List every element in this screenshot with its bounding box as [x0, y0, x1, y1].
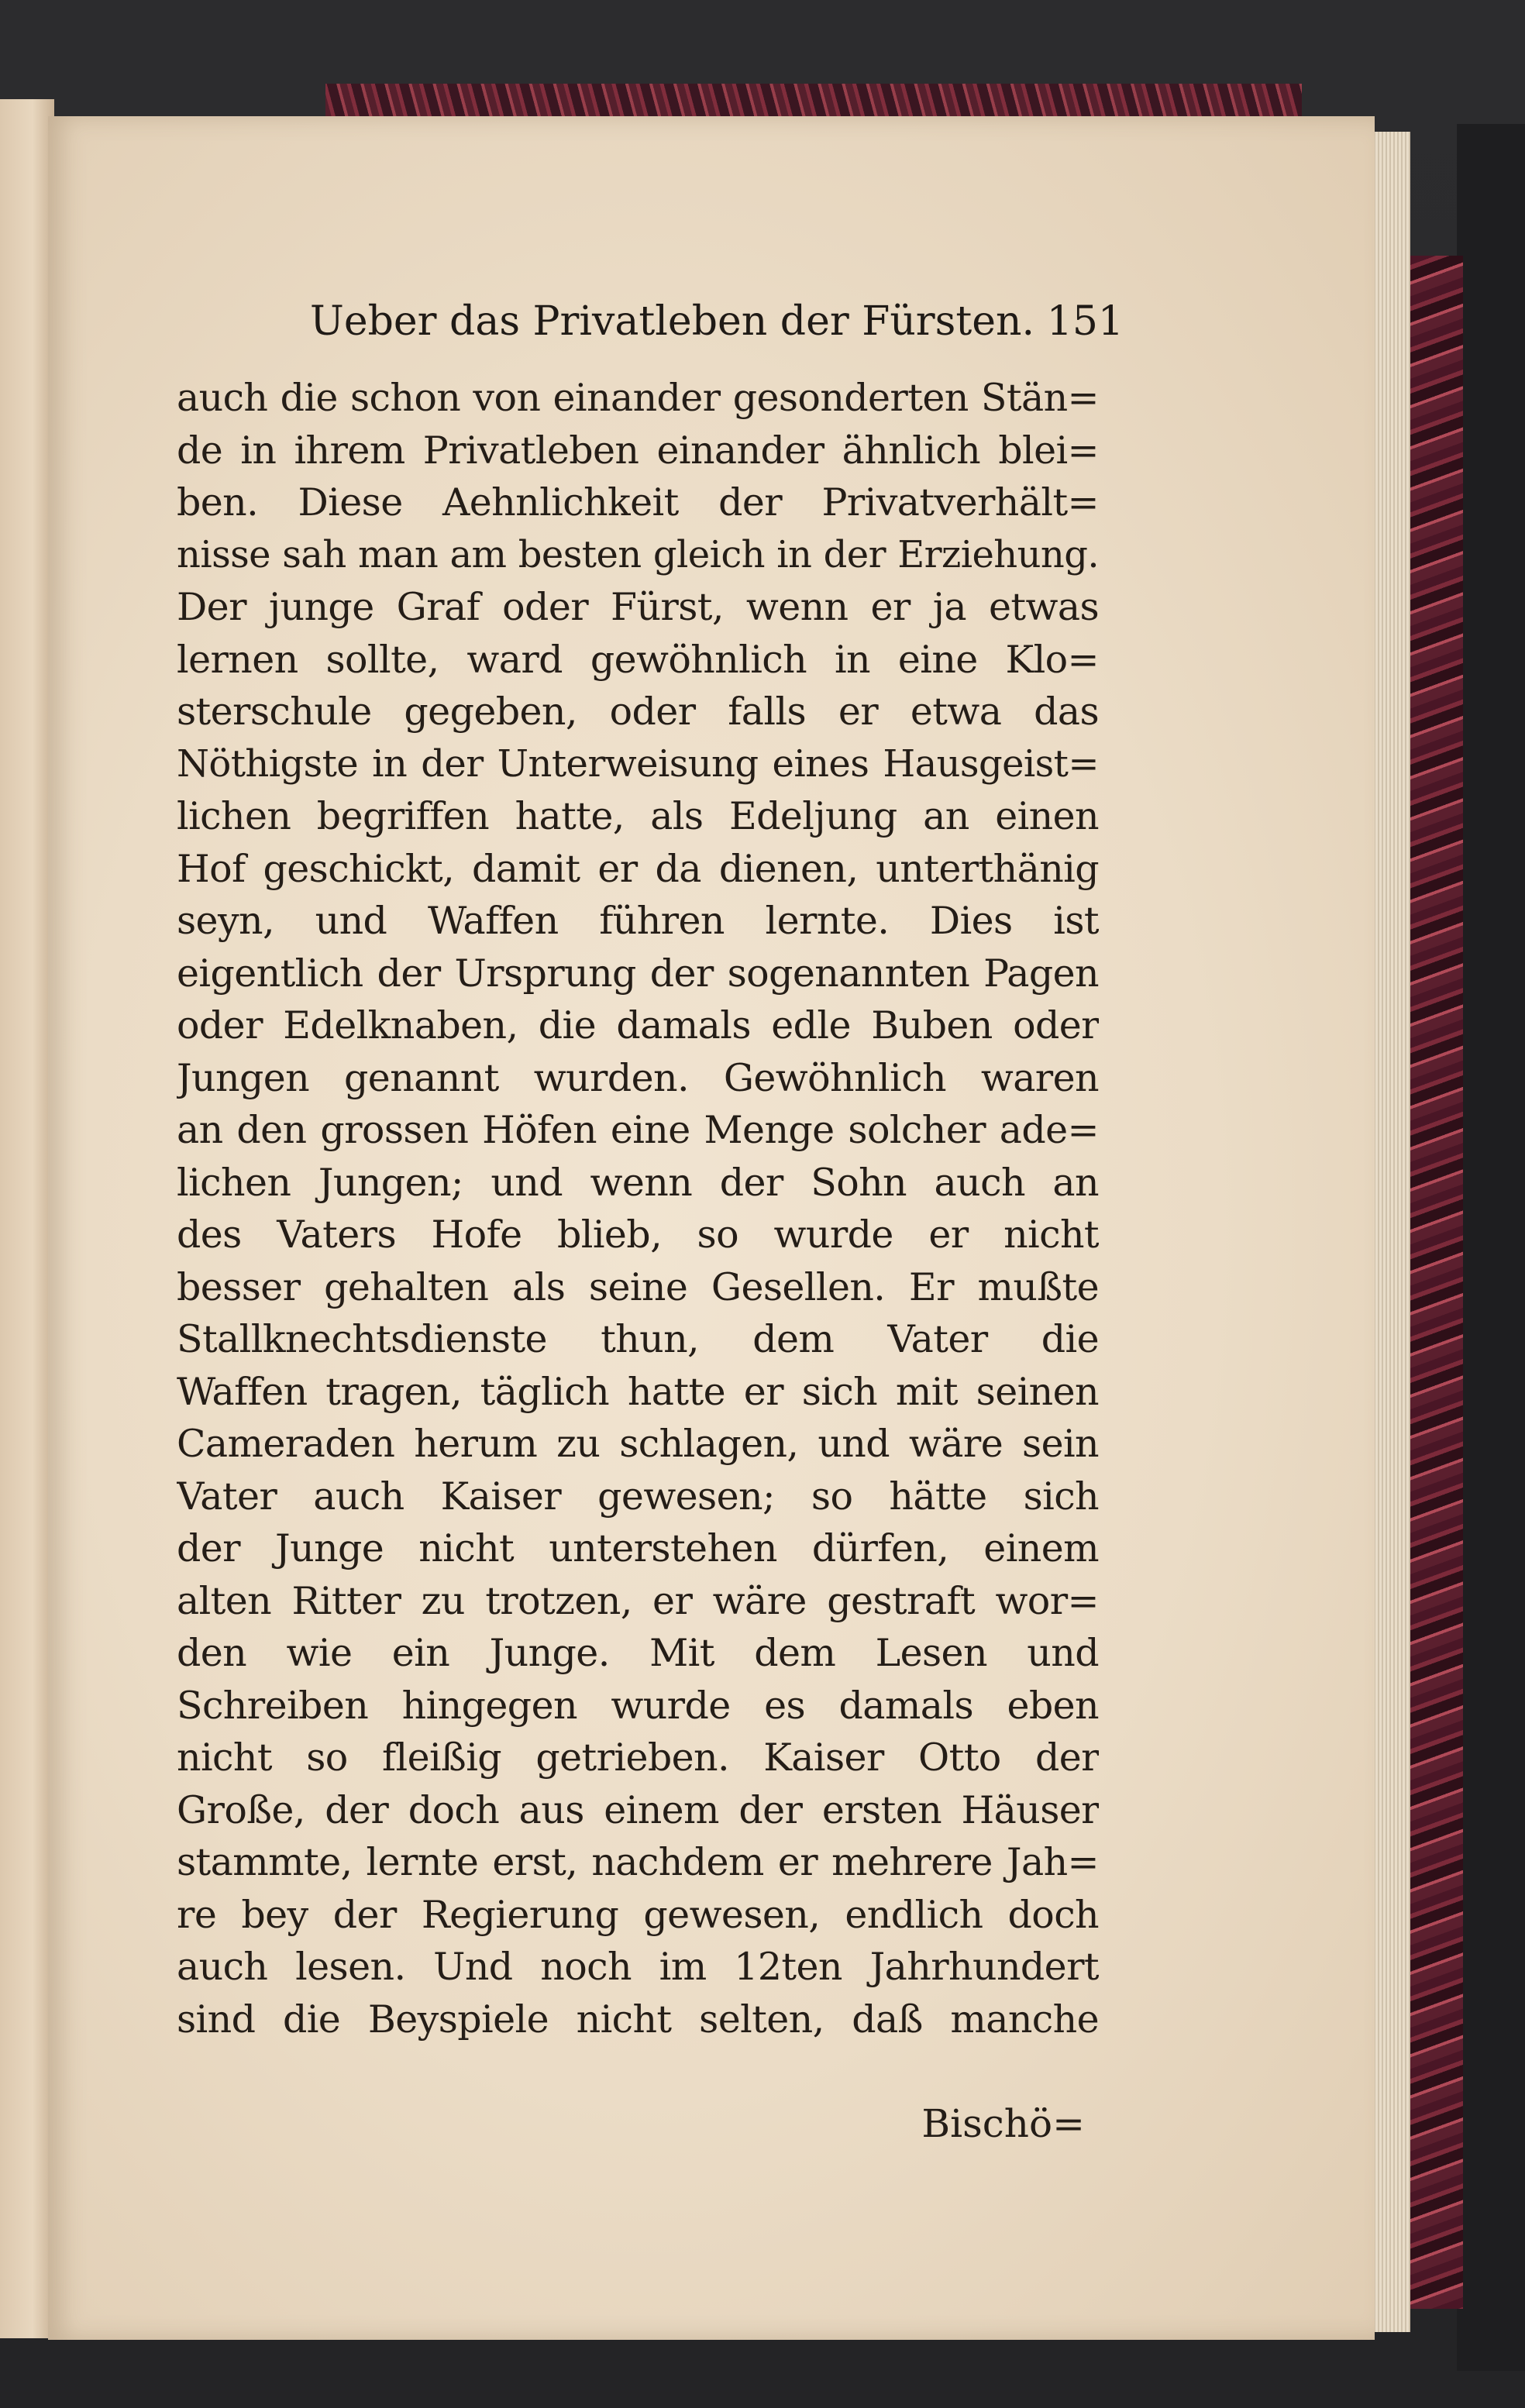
text-line: sind die Beyspiele nicht selten, daß manche: [177, 1997, 1099, 2042]
body-text: [177, 372, 1099, 2045]
text-line: lichen begriffen hatte, als Edeljung an einen: [177, 794, 1099, 838]
text-line: auch die schon von einander gesonderten Stän=: [177, 376, 1099, 420]
left-facing-page: [0, 99, 54, 2338]
text-line: der Junge nicht unterstehen dürfen, einem: [177, 1526, 1099, 1570]
text-line: Cameraden herum zu schlagen, und wäre sein: [177, 1422, 1099, 1466]
text-line: Der junge Graf oder Fürst, wenn er ja etwas: [177, 585, 1099, 629]
text-line: besser gehalten als seine Gesellen. Er mußte: [177, 1264, 1099, 1309]
text-line: Schreiben hingegen wurde es damals eben: [177, 1683, 1099, 1728]
catchword: Bischö=: [921, 2101, 1085, 2146]
text-line: alten Ritter zu trotzen, er wäre gestraft wor=: [177, 1578, 1099, 1623]
text-line: auch lesen. Und noch im 12ten Jahrhundert: [177, 1945, 1099, 1989]
book-cover-edge: [1457, 124, 1525, 2371]
text-line: Jungen genannt wurden. Gewöhnlich waren: [177, 1055, 1099, 1100]
text-line: nisse sah man am besten gleich in der Erziehung.: [177, 532, 1099, 576]
text-line: Stallknechtsdienste thun, dem Vater die: [177, 1317, 1099, 1361]
text-line: oder Edelknaben, die damals edle Buben oder: [177, 1003, 1099, 1047]
text-line: sterschule gegeben, oder falls er etwa das: [177, 690, 1099, 734]
text-line: de in ihrem Privatleben einander ähnlich blei=: [177, 428, 1099, 473]
text-line: Vater auch Kaiser gewesen; so hätte sich: [177, 1474, 1099, 1519]
marbled-edge-right: [1409, 256, 1463, 2309]
header-title: Ueber das Privatleben der Fürsten.: [310, 298, 1035, 345]
text-line: ben. Diese Aehnlichkeit der Privatverhält=: [177, 480, 1099, 525]
running-header: [310, 298, 1124, 360]
text-line: Waffen tragen, täglich hatte er sich mit seinen: [177, 1369, 1099, 1414]
text-line: an den grossen Höfen eine Menge solcher ade=: [177, 1108, 1099, 1152]
page-number: 151: [1046, 298, 1124, 345]
text-line: nicht so fleißig getrieben. Kaiser Otto der: [177, 1735, 1099, 1780]
text-line: re bey der Regierung gewesen, endlich doch: [177, 1892, 1099, 1937]
marbled-edge-top: [325, 84, 1302, 121]
text-line: des Vaters Hofe blieb, so wurde er nicht: [177, 1213, 1099, 1257]
text-line: eigentlich der Ursprung der sogenannten Pagen: [177, 951, 1099, 996]
text-line: den wie ein Junge. Mit dem Lesen und: [177, 1631, 1099, 1675]
text-line: lichen Jungen; und wenn der Sohn auch an: [177, 1160, 1099, 1205]
text-line: Nöthigste in der Unterweisung eines Hausgeist=: [177, 741, 1099, 786]
text-line: Große, der doch aus einem der ersten Häuser: [177, 1787, 1099, 1832]
text-line: stammte, lernte erst, nachdem er mehrere Jah=: [177, 1840, 1099, 1884]
text-line: lernen sollte, ward gewöhnlich in eine Klo=: [177, 637, 1099, 682]
text-line: seyn, und Waffen führen lernte. Dies ist: [177, 899, 1099, 943]
text-line: Hof geschickt, damit er da dienen, unterthänig: [177, 846, 1099, 891]
